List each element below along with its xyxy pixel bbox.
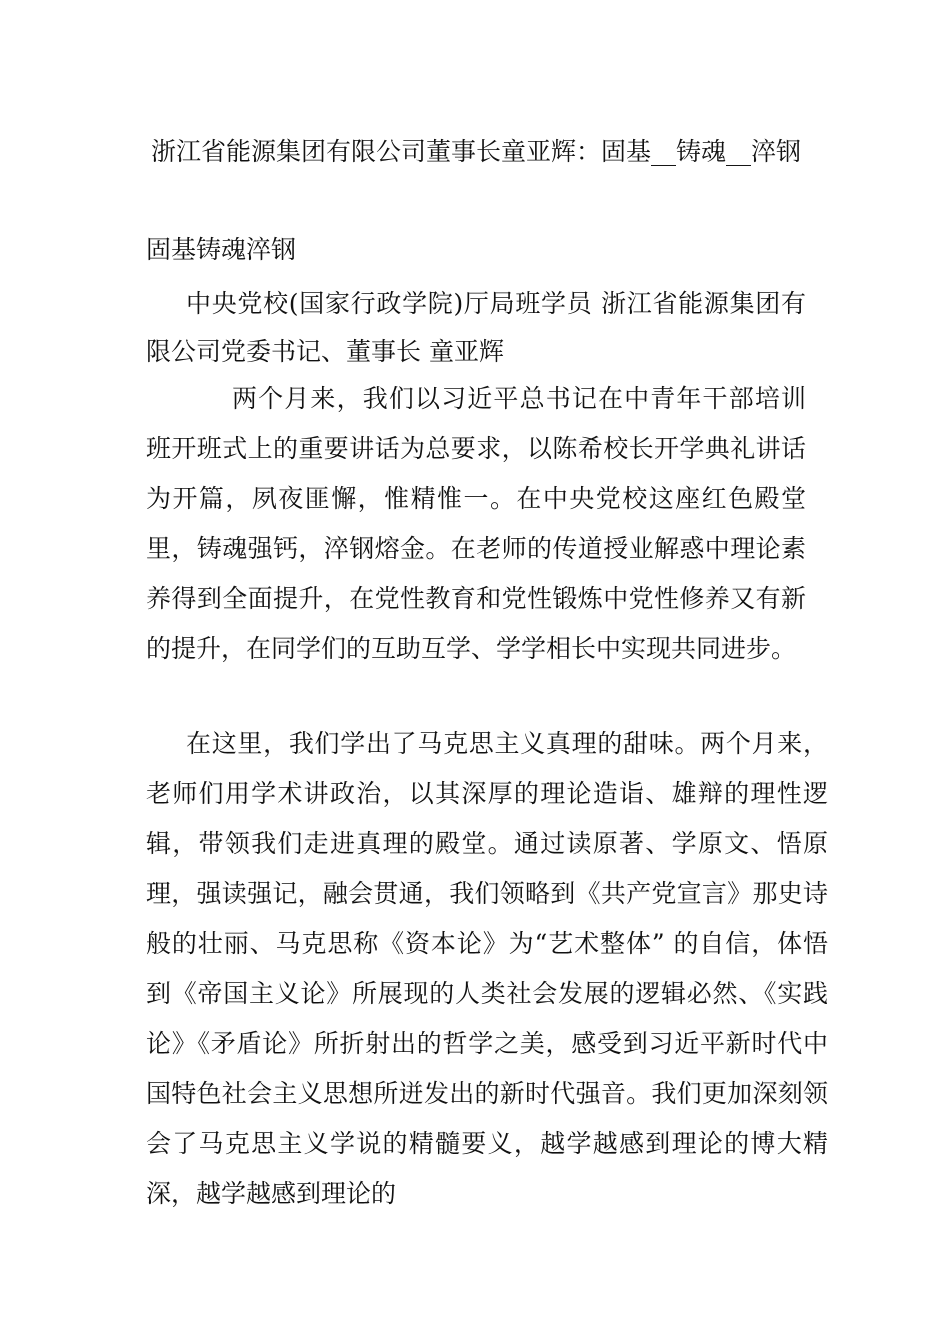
body-paragraph: 在这里，我们学出了马克思主义真理的甜味。两个月来，老师们用学术讲政治，以其深厚的理论造诣、雄辩的理性逻辑，带领我们走进真理的殿堂。通过读原著、学原文、悟原理，强读强记，融会贯通，我们领略到《共产党宣言》那史诗般的壮丽、马克思称《资本论》为“艺术整体” 的自信，体悟到《帝国主义论》所展现的人类社会发展的逻辑必然、《实践论》《矛盾论》所折射出的哲学之美，感受到习近平新时代中国特色社会主义思想所迸发出的新时代强音。我们更加深刻领会了马克思主义学说的精髓要义，越学越感到理论的博大精深，越学越感到理论的 xyxy=(146,729,828,1208)
article-heading: 固基铸魂淬钢 xyxy=(146,235,297,264)
author-line: 中央党校(国家行政学院)厅局班学员 浙江省能源集团有限公司党委书记、董事长 童亚辉 xyxy=(146,289,806,366)
document-title: 浙江省能源集团有限公司董事长童亚辉：固基__铸魂__淬钢 xyxy=(150,137,801,166)
body-paragraph: 两个月来，我们以习近平总书记在中青年干部培训班开班式上的重要讲话为总要求，以陈希校长开学典礼讲话为开篇，夙夜匪懈，惟精惟一。在中央党校这座红色殿堂里，铸魂强钙，淬钢熔金。在老师的传道授业解惑中理论素养得到全面提升，在党性教育和党性锻炼中党性修养又有新的提升，在同学们的互助互学、学学相长中实现共同进步。 xyxy=(146,384,806,663)
